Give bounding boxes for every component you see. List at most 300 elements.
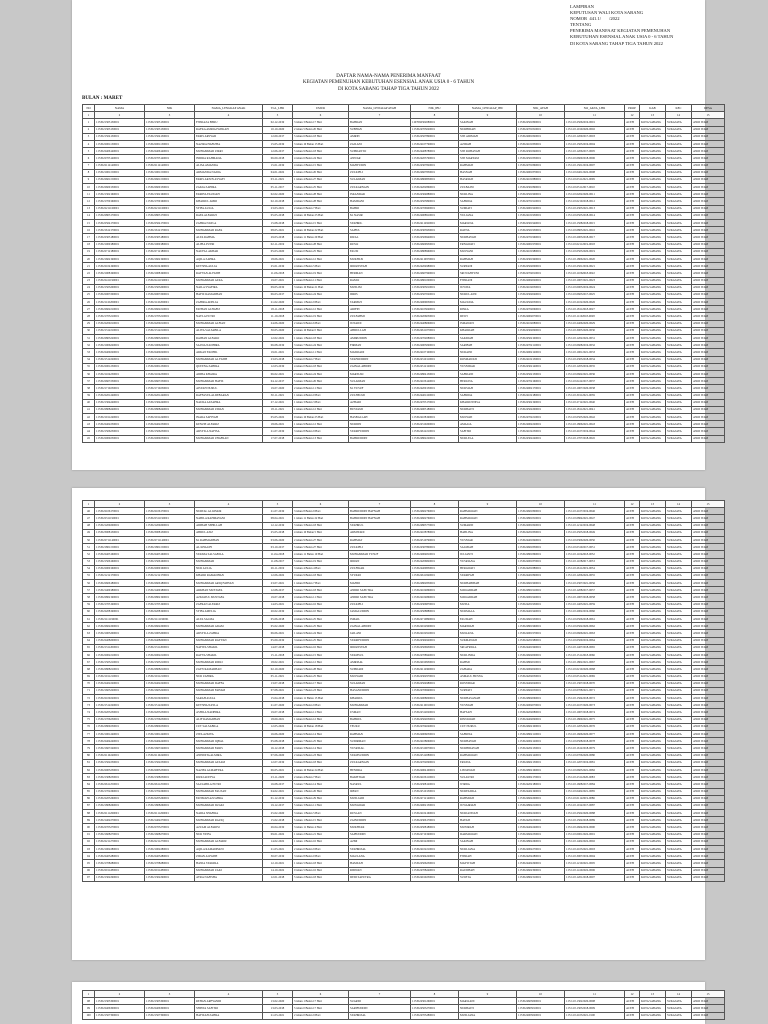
- table-cell: 4 tahun 2 Bulan 15 Hari: [293, 162, 349, 169]
- table-cell: SUKAJAYA: [666, 824, 692, 831]
- table-cell: 05-05-2018: [263, 212, 293, 219]
- table-row: [83, 651, 725, 658]
- table-cell: SUKAJAYA: [666, 184, 692, 191]
- table-cell: 1172024301990001: [517, 255, 565, 262]
- column-number: 6: [293, 501, 349, 508]
- table-cell: 4 tahun 8 Bulan 13 Hari: [293, 435, 349, 442]
- table-cell: KOTA SABANG: [640, 608, 666, 615]
- table-cell: SUKAJAYA: [666, 428, 692, 435]
- table-cell: 1172021302290001: [145, 874, 195, 881]
- table-cell: 4 tahun 9 Bulan 25 Hari: [293, 616, 349, 623]
- table-cell: RAHMAN: [349, 731, 411, 738]
- column-number: 13: [640, 991, 666, 998]
- table-cell: 1172022607230001: [95, 378, 145, 385]
- table-cell: JAILANI: [349, 630, 411, 637]
- table-cell: 1172024202130001: [517, 745, 565, 752]
- table-cell: 23-03-2021: [263, 205, 293, 212]
- table-cell: KOTA SABANG: [640, 673, 666, 680]
- table-cell: 1172024108060001: [411, 738, 459, 745]
- table-cell: ANOI ITAM: [692, 184, 725, 191]
- table-cell: SUKAJAYA: [666, 623, 692, 630]
- table-cell: SUKAJAYA: [666, 608, 692, 615]
- table-cell: 1172024101830001: [517, 140, 565, 147]
- table-cell: SITI MARYAM: [459, 155, 517, 162]
- table-cell: ANOI ITAM: [692, 119, 725, 126]
- table-cell: ZULFIKAR: [349, 565, 411, 572]
- table-row: [83, 1005, 725, 1012]
- table-cell: 1172021209200001: [145, 522, 195, 529]
- table-cell: 08-05-2021: [263, 227, 293, 234]
- column-number: 9: [459, 501, 517, 508]
- table-cell: 87: [83, 802, 95, 809]
- table-row: [83, 544, 725, 551]
- table-row: [83, 695, 725, 702]
- table-cell: 1172024908910001: [411, 212, 459, 219]
- table-cell: 1172-LT-16082017-0084: [565, 781, 625, 788]
- table-row: [83, 529, 725, 536]
- table-cell: ANDRI SAPUTRA: [349, 594, 411, 601]
- table-cell: IRWANSYAH: [349, 263, 411, 270]
- table-cell: ANOI ITAM: [692, 759, 725, 766]
- table-cell: 1 tahun 8 Bulan 11 Hari: [293, 277, 349, 284]
- table-cell: KOTA SABANG: [640, 558, 666, 565]
- table-cell: ACEH: [625, 277, 640, 284]
- table-cell: 1172022408200001: [95, 637, 145, 644]
- table-cell: 1172024502050001: [517, 299, 565, 306]
- table-cell: 18-11-2021: [263, 406, 293, 413]
- table-cell: BAKHTIAR: [349, 774, 411, 781]
- table-cell: ANOI ITAM: [692, 616, 725, 623]
- column-number: 5: [263, 501, 293, 508]
- table-cell: 1172-LT-11102018-0028: [565, 313, 625, 320]
- table-row: [83, 766, 725, 773]
- table-cell: ACEH: [625, 731, 640, 738]
- table-cell: ZAFRAN ALFARIZ: [195, 601, 263, 608]
- table-cell: 13: [83, 205, 95, 212]
- table-cell: 1172022106170001: [95, 508, 145, 515]
- table-cell: 18-09-2021: [263, 716, 293, 723]
- table-cell: ACEH: [625, 644, 640, 651]
- table-cell: 1172024710890001: [411, 616, 459, 623]
- table-cell: 59: [83, 601, 95, 608]
- table-cell: ANOI ITAM: [692, 536, 725, 543]
- table-cell: USMAN: [349, 709, 411, 716]
- table-cell: NURTAL AL KHAIR: [195, 508, 263, 515]
- table-cell: TARMIZI: [349, 299, 411, 306]
- table-cell: 1172-LT-25012019-0021: [565, 263, 625, 270]
- table-cell: ACEH: [625, 558, 640, 565]
- table-cell: 1172022209210001: [95, 320, 145, 327]
- table-cell: 0 tahun 10 Bulan 25 Hari: [293, 414, 349, 421]
- table-cell: 1172024802160001: [517, 766, 565, 773]
- table-cell: 18-02-2021: [263, 659, 293, 666]
- table-cell: KOTA SABANG: [640, 774, 666, 781]
- table-cell: 12-02-2022: [263, 335, 293, 342]
- table-cell: ZAINUDDIN: [349, 817, 411, 824]
- table-cell: 1172021104230001: [145, 370, 195, 377]
- table-cell: 1172024202280001: [517, 853, 565, 860]
- table-cell: SALMIAH: [459, 544, 517, 551]
- table-cell: 35: [83, 363, 95, 370]
- table-cell: AZIDAH: [459, 140, 517, 147]
- column-header: NIK_IBU: [411, 105, 459, 112]
- table-cell: 77: [83, 731, 95, 738]
- table-cell: ALIF RAMADHAN: [195, 716, 263, 723]
- table-cell: 1172024504980001: [411, 680, 459, 687]
- table-cell: 5 tahun 2 Bulan 18 Hari: [293, 874, 349, 881]
- table-cell: 1172024602250001: [517, 831, 565, 838]
- table-cell: AZZAM ALFARISI: [195, 824, 263, 831]
- table-cell: KOTA SABANG: [640, 666, 666, 673]
- table-cell: 4 tahun 5 Bulan 19 Hari: [293, 313, 349, 320]
- table-cell: NADIA SHAFIRA: [195, 810, 263, 817]
- table-cell: KOTA SABANG: [640, 802, 666, 809]
- table-cell: ANOI ITAM: [692, 838, 725, 845]
- table-cell: ACEH: [625, 227, 640, 234]
- table-row: [83, 1012, 725, 1019]
- table-cell: 1172022112140001: [145, 162, 195, 169]
- table-row: [83, 399, 725, 406]
- table-cell: 1172024912900001: [411, 623, 459, 630]
- table-cell: ROSMAWATI: [459, 356, 517, 363]
- table-cell: ACEH: [625, 378, 640, 385]
- table-cell: 1172024302970001: [411, 673, 459, 680]
- table-cell: NURHIDAH: [459, 126, 517, 133]
- table-cell: 1172021906220001: [145, 342, 195, 349]
- table-cell: 1172024502150001: [517, 370, 565, 377]
- table-row: [83, 594, 725, 601]
- table-cell: 1172024708240001: [411, 867, 459, 874]
- table-cell: ACEH: [625, 846, 640, 853]
- table-cell: 1172-LT-04012022-0008: [565, 169, 625, 176]
- table-cell: SUKAJAYA: [666, 392, 692, 399]
- table-cell: 1172024103040001: [411, 306, 459, 313]
- table-cell: 1172022606180001: [95, 580, 145, 587]
- title-line: DI KOTA SABANG TAHAP TIGA TAHUN 2022: [337, 86, 440, 92]
- table-cell: 14-07-2018: [263, 644, 293, 651]
- table-row: [83, 270, 725, 277]
- table-cell: 1172022211160001: [145, 205, 195, 212]
- table-cell: SUKAJAYA: [666, 630, 692, 637]
- table-cell: SAFITRI: [459, 428, 517, 435]
- table-cell: 1 tahun 4 Bulan 0 Hari: [293, 392, 349, 399]
- lampiran-line: NOMOR 441.1/ /2022: [570, 16, 620, 22]
- table-cell: 3 tahun 4 Bulan 4 Hari: [293, 565, 349, 572]
- table-cell: ACEH: [625, 680, 640, 687]
- table-cell: 1172022211270001: [95, 838, 145, 845]
- table-cell: 1172-LT-18062021-0043: [565, 421, 625, 428]
- table-cell: 1172024701960001: [517, 234, 565, 241]
- table-cell: ACEH: [625, 508, 640, 515]
- table-cell: 1172-LT-23032021-0013: [565, 205, 625, 212]
- table-cell: 1172022711140001: [95, 536, 145, 543]
- table-cell: SUMIATI: [459, 205, 517, 212]
- table-cell: 1172024706900001: [411, 205, 459, 212]
- table-cell: 1172024108190001: [411, 414, 459, 421]
- table-cell: SUKAJAYA: [666, 248, 692, 255]
- table-cell: 1172022406140001: [145, 148, 195, 155]
- table-cell: 1172024803010001: [517, 1005, 565, 1012]
- table-cell: 4 tahun 2 Bulan 5 Hari: [293, 263, 349, 270]
- table-cell: 25-01-2019: [263, 263, 293, 270]
- table-cell: 26-11-2019: [263, 565, 293, 572]
- table-cell: RIDWAN: [349, 867, 411, 874]
- table-cell: RAYYA SHAKIL: [195, 651, 263, 658]
- table-cell: 2: [83, 126, 95, 133]
- table-row: [83, 709, 725, 716]
- table-row: [83, 673, 725, 680]
- table-cell: 1172022005250001: [145, 766, 195, 773]
- column-number: 1: [83, 501, 95, 508]
- table-cell: 1172024102030001: [517, 284, 565, 291]
- table-cell: ANOI ITAM: [692, 687, 725, 694]
- table-cell: ANOI ITAM: [692, 644, 725, 651]
- table-cell: 1172022205260001: [145, 795, 195, 802]
- table-cell: 0 tahun 9 Bulan 18 Hari: [293, 572, 349, 579]
- table-cell: 40: [83, 399, 95, 406]
- table-cell: 14-02-2022: [263, 838, 293, 845]
- table-cell: 1172024507020001: [411, 291, 459, 298]
- table-cell: NURBAITI: [459, 1005, 517, 1012]
- table-cell: AL KHALIFI: [195, 544, 263, 551]
- table-cell: 3 tahun 3 Bulan 29 Hari: [293, 795, 349, 802]
- table-cell: 91: [83, 831, 95, 838]
- table-cell: SUKAJAYA: [666, 270, 692, 277]
- table-cell: 1172-LT-13072018-0070: [565, 680, 625, 687]
- table-cell: NABILA RAHMAYANI: [195, 515, 263, 522]
- table-cell: SUKAJAYA: [666, 795, 692, 802]
- document-page-3: [72, 982, 710, 1024]
- table-cell: 1172024209150001: [411, 385, 459, 392]
- table-cell: 1172024302140001: [517, 363, 565, 370]
- table-cell: 1172021705190001: [145, 601, 195, 608]
- table-cell: M. YUSUF: [349, 385, 411, 392]
- table-cell: 08-04-2021: [263, 515, 293, 522]
- table-cell: 11: [83, 191, 95, 198]
- column-number: 9: [459, 112, 517, 119]
- table-row: [83, 558, 725, 565]
- table-cell: 1172021305300001: [145, 998, 195, 1005]
- table-cell: 19-01-2021: [263, 349, 293, 356]
- table-cell: SITI ROHAYAH: [459, 148, 517, 155]
- table-cell: 1172021607240001: [95, 745, 145, 752]
- table-cell: ANOI ITAM: [692, 766, 725, 773]
- table-row: [83, 998, 725, 1005]
- table-cell: KOTA SABANG: [640, 853, 666, 860]
- table-cell: ANOI ITAM: [692, 572, 725, 579]
- table-cell: SYAHRIZAL: [349, 1012, 411, 1019]
- table-cell: 2 tahun 5 Bulan 20 Hari: [293, 126, 349, 133]
- table-cell: 1172022611250001: [145, 781, 195, 788]
- table-cell: 1172024901820001: [517, 133, 565, 140]
- table-cell: ACEH: [625, 745, 640, 752]
- table-cell: 1172021212170001: [95, 572, 145, 579]
- table-cell: 1172-LT-19072021-0023: [565, 277, 625, 284]
- table-cell: SUKAJAYA: [666, 644, 692, 651]
- table-cell: ACEH: [625, 723, 640, 730]
- table-cell: 1172024205790001: [411, 155, 459, 162]
- table-cell: KOTA SABANG: [640, 860, 666, 867]
- table-cell: 1172024702210001: [517, 414, 565, 421]
- table-row: [83, 198, 725, 205]
- table-cell: 1172024502000001: [517, 263, 565, 270]
- table-cell: KOTA SABANG: [640, 320, 666, 327]
- table-cell: HASNAH: [459, 169, 517, 176]
- table-cell: 1172022405280001: [95, 853, 145, 860]
- table-cell: 2 tahun 8 Bulan 9 Hari: [293, 702, 349, 709]
- table-cell: 1172-LT-06052021-0082: [565, 766, 625, 773]
- table-cell: SYARIFAH: [459, 572, 517, 579]
- table-cell: 18: [83, 241, 95, 248]
- table-cell: 1172-LT-12092017-0003: [565, 133, 625, 140]
- table-cell: KOTA SABANG: [640, 212, 666, 219]
- table-cell: 1172022402220001: [95, 680, 145, 687]
- table-cell: SUKAJAYA: [666, 508, 692, 515]
- table-cell: SUKAJAYA: [666, 284, 692, 291]
- table-cell: 3 tahun 10 Bulan 15 Hari: [293, 140, 349, 147]
- table-cell: 14-03-2021: [263, 601, 293, 608]
- table-cell: 1172024702010001: [517, 270, 565, 277]
- table-cell: 1172021708280001: [145, 860, 195, 867]
- table-cell: KOTA SABANG: [640, 306, 666, 313]
- table-cell: ACEH: [625, 241, 640, 248]
- table-cell: 1172022011280001: [95, 867, 145, 874]
- table-cell: KOTA SABANG: [640, 716, 666, 723]
- table-cell: KOTA SABANG: [640, 133, 666, 140]
- table-cell: 27: [83, 306, 95, 313]
- table-cell: 14: [83, 212, 95, 219]
- table-cell: 23: [83, 277, 95, 284]
- lampiran-line: KEBUTUHAN ESENSIAL ANAK USIA 0 - 6 TAHUN: [570, 34, 674, 40]
- table-cell: 1172-LT-17072018-0045: [565, 435, 625, 442]
- table-cell: ZULKARNAIN: [349, 759, 411, 766]
- table-cell: 1172-LT-12072019-0081: [565, 759, 625, 766]
- table-cell: MUHAMMAD ZAKI: [195, 867, 263, 874]
- table-cell: 11-10-2018: [263, 313, 293, 320]
- table-cell: SUDIRMAN: [349, 738, 411, 745]
- table-cell: KOTA SABANG: [640, 255, 666, 262]
- table-cell: 30-07-2019: [263, 853, 293, 860]
- table-cell: KEYSHA AULIA: [195, 263, 263, 270]
- table-row: [83, 320, 725, 327]
- table-cell: 72: [83, 695, 95, 702]
- table-cell: 2 tahun 9 Bulan 27 Hari: [293, 536, 349, 543]
- table-cell: 34: [83, 356, 95, 363]
- table-row: [83, 831, 725, 838]
- table-cell: 1172022305180001: [95, 234, 145, 241]
- table-cell: SRI WAHYUNI: [459, 270, 517, 277]
- table-cell: KOTA SABANG: [640, 155, 666, 162]
- table-cell: 1172021311200001: [95, 644, 145, 651]
- table-cell: 1172-LT-05112021-0069: [565, 673, 625, 680]
- table-cell: FATHAN ALHAFIZ: [195, 306, 263, 313]
- table-cell: 1172-LT-06082019-0032: [565, 342, 625, 349]
- table-cell: 21-07-2019: [263, 428, 293, 435]
- table-cell: KOTA SABANG: [640, 594, 666, 601]
- table-cell: ANOI ITAM: [692, 731, 725, 738]
- table-cell: 1172022602200001: [145, 623, 195, 630]
- table-cell: ZAINAL ABIDIN: [349, 623, 411, 630]
- table-row: [83, 824, 725, 831]
- table-cell: 41: [83, 406, 95, 413]
- table-cell: ANOI ITAM: [692, 176, 725, 183]
- table-cell: 1172024502100001: [517, 335, 565, 342]
- table-cell: MULYANI: [459, 248, 517, 255]
- table-cell: KOTA SABANG: [640, 874, 666, 881]
- table-cell: 85: [83, 788, 95, 795]
- table-cell: ERNAWATI: [459, 241, 517, 248]
- table-cell: SUKAJAYA: [666, 745, 692, 752]
- table-cell: NURSIAH: [459, 385, 517, 392]
- table-cell: 1172022002210001: [95, 651, 145, 658]
- table-cell: 1172-LT-03112021-0009: [565, 176, 625, 183]
- table-cell: 52: [83, 551, 95, 558]
- table-cell: KOTA SABANG: [640, 385, 666, 392]
- table-cell: 1172021602190001: [95, 255, 145, 262]
- column-header: TGL_LHR: [263, 105, 293, 112]
- table-cell: ZULFAHMI: [349, 313, 411, 320]
- table-cell: 1172024310110001: [411, 356, 459, 363]
- table-cell: 1172022001130001: [145, 140, 195, 147]
- table-cell: 1172024101880001: [517, 176, 565, 183]
- table-cell: 95: [83, 860, 95, 867]
- table-row: [83, 306, 725, 313]
- column-number: 8: [411, 991, 459, 998]
- table-cell: 13-02-2020: [263, 998, 293, 1005]
- table-cell: 1172024102230001: [517, 428, 565, 435]
- table-cell: 1172-LT-30072019-0094: [565, 853, 625, 860]
- table-cell: SUKAJAYA: [666, 162, 692, 169]
- table-cell: 1172024306170001: [411, 817, 459, 824]
- table-cell: 1172022803220001: [145, 335, 195, 342]
- table-cell: 11-06-2018: [263, 270, 293, 277]
- table-cell: 1172-LT-15052019-0004: [565, 140, 625, 147]
- table-cell: ACEH: [625, 335, 640, 342]
- table-cell: SUKAJAYA: [666, 363, 692, 370]
- table-cell: 31: [83, 335, 95, 342]
- table-cell: 1172024512120001: [411, 363, 459, 370]
- table-cell: KOTA SABANG: [640, 752, 666, 759]
- table-cell: SAIFUL: [349, 227, 411, 234]
- table-cell: MAWADDAH: [459, 594, 517, 601]
- table-cell: 1172022406300001: [95, 1005, 145, 1012]
- table-cell: ANOI ITAM: [692, 522, 725, 529]
- table-cell: 12-07-2019: [263, 759, 293, 766]
- column-number: 15: [692, 112, 725, 119]
- table-cell: KOTA SABANG: [640, 565, 666, 572]
- table-cell: 06-06-2021: [263, 630, 293, 637]
- table-row: [83, 644, 725, 651]
- table-cell: 81: [83, 759, 95, 766]
- recipient-table-page-3: [82, 990, 725, 1020]
- table-cell: 15-05-2019: [263, 140, 293, 147]
- table-cell: 1172021706230001: [145, 716, 195, 723]
- table-cell: SUKAJAYA: [666, 651, 692, 658]
- table-cell: 1172024001970001: [517, 630, 565, 637]
- table-cell: DEWI: [459, 313, 517, 320]
- table-cell: SULASTRI: [459, 774, 517, 781]
- table-cell: 1172-LT-10102020-0002: [565, 126, 625, 133]
- table-cell: HABLINA: [459, 529, 517, 536]
- table-row: [83, 162, 725, 169]
- table-cell: 12-06-2022: [263, 572, 293, 579]
- table-cell: MUHAMMAD: [195, 558, 263, 565]
- table-cell: SUKAJAYA: [666, 558, 692, 565]
- table-cell: 66: [83, 651, 95, 658]
- table-cell: ACEH: [625, 716, 640, 723]
- table-row: [83, 745, 725, 752]
- table-cell: 1172021901150001: [145, 169, 195, 176]
